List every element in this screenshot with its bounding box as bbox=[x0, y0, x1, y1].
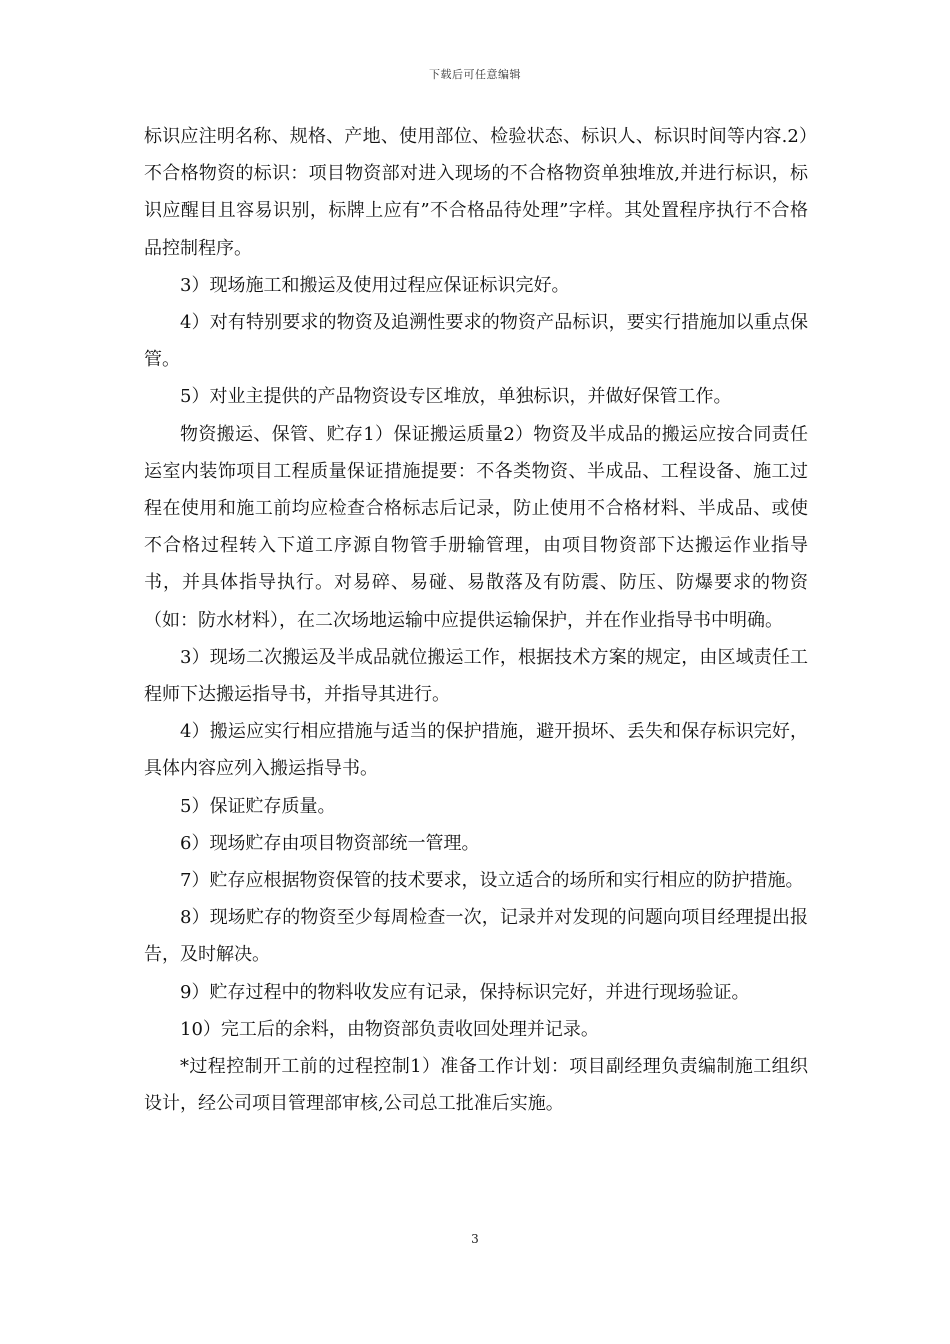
paragraph: 3）现场二次搬运及半成品就位搬运工作，根据技术方案的规定，由区域责任工程师下达搬运指导书，并指导其进行。 bbox=[144, 646, 808, 706]
paragraph: *过程控制开工前的过程控制1）准备工作计划：项目副经理负责编制施工组织设计，经公司项目管理部审核,公司总工批准后实施。 bbox=[144, 1056, 808, 1115]
paragraph: 10）完工后的余料，由物资部负责收回处理并记录。 bbox=[180, 1018, 599, 1040]
paragraph: 3）现场施工和搬运及使用过程应保证标识完好。 bbox=[180, 274, 570, 296]
paragraph: 4）搬运应实行相应措施与适当的保护措施，避开损坏、丢失和保存标识完好，具体内容应列入搬运指导书。 bbox=[144, 721, 808, 780]
paragraph: 5）对业主提供的产品物资设专区堆放，单独标识，并做好保管工作。 bbox=[180, 386, 732, 408]
paragraph: 8）现场贮存的物资至少每周检查一次，记录并对发现的问题向项目经理提出报告，及时解决。 bbox=[144, 907, 808, 966]
paragraph: 7）贮存应根据物资保管的技术要求，设立适合的场所和实行相应的防护措施。 bbox=[180, 870, 804, 892]
paragraph: 6）现场贮存由项目物资部统一管理。 bbox=[180, 832, 480, 854]
paragraph: 9）贮存过程中的物料收发应有记录，保持标识完好，并进行现场验证。 bbox=[180, 981, 750, 1003]
document-body bbox=[144, 118, 808, 1122]
paragraph: 标识应注明名称、规格、产地、使用部位、检验状态、标识人、标识时间等内容.2）不合格物资的标识：项目物资部对进入现场的不合格物资单独堆放,并进行标识，标识应醒目且容易识别，标牌上应有”不合格品待处理”字样。其处置程序执行不合格品控制程序。 bbox=[144, 126, 808, 259]
page-number: 3 bbox=[471, 1232, 479, 1246]
page-header: 下载后可任意编辑 bbox=[429, 68, 521, 81]
paragraph: 4）对有特别要求的物资及追溯性要求的物资产品标识，要实行措施加以重点保管。 bbox=[144, 312, 808, 371]
paragraph: 物资搬运、保管、贮存1）保证搬运质量2）物资及半成品的搬运应按合同责任运室内装饰项目工程质量保证措施提要：不各类物资、半成品、工程设备、施工过程在使用和施工前均应检查合格标志后记录，防止使用不合格材料、半成品、或使不合格过程转入下道工序源自物管手册输管理，由项目物资部下达搬运作业指导书，并具体指导执行。对易碎、易碰、易散落及有防震、防压、防爆要求的物资（如：防水材料），在二次场地运输中应提供运输保护，并在作业指导书中明确。 bbox=[144, 423, 808, 631]
paragraph: 5）保证贮存质量。 bbox=[180, 795, 336, 817]
